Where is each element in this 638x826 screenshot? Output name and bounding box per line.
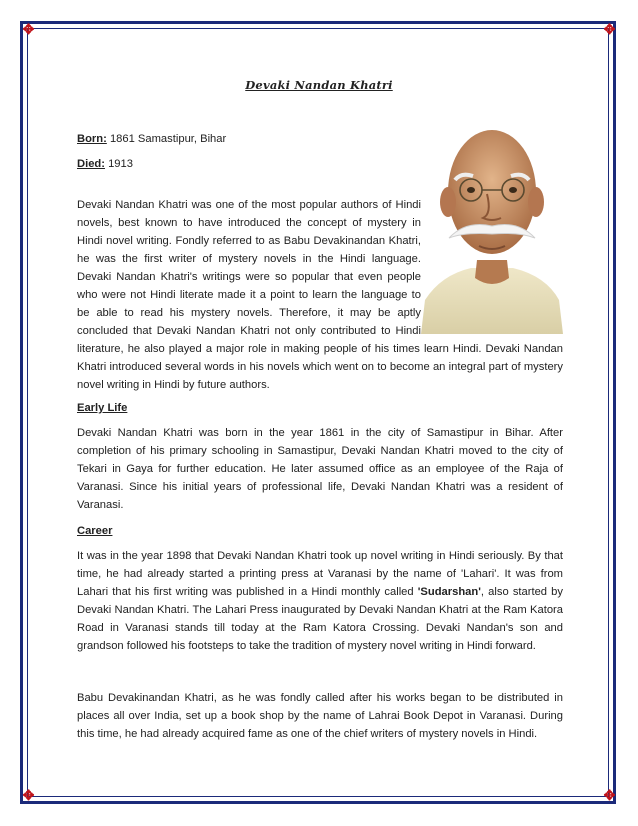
died-line [77, 155, 563, 173]
born-value: 1861 Samastipur, Bihar [109, 133, 227, 145]
died-value: 1913 [108, 158, 133, 170]
born-line [77, 130, 563, 148]
early-life-heading: Early Life [77, 402, 128, 414]
sudarshan-title: 'Sudarshan' [417, 586, 481, 598]
corner-ornament: ✥ [603, 21, 616, 37]
corner-ornament: ✥ [22, 787, 35, 803]
intro-paragraph [77, 196, 563, 394]
early-life-paragraph: Devaki Nandan Khatri was born in the year 1861 in the city of Samastipur in Bihar. After completion of his primary schooling in Samastipur, Devaki Nandan Khatri moved to the city of Tekari in Gaya for further education. He later assumed office as an employee of the Raja of Varanasi. Since his initial years of professional life, Devaki Nandan Khatri was a resident of Varanasi. [77, 427, 563, 511]
corner-ornament: ✥ [22, 21, 35, 37]
career-paragraph-2: Babu Devakinandan Khatri, as he was fondly called after his works began to be distributed in places all over India, set up a book shop by the name of Lahrai Book Depot in Varanasi. During this time, he had already acquired fame as one of the chief writers of mystery novels in Hindi. [77, 692, 563, 740]
career-heading: Career [77, 525, 113, 537]
career-paragraph-1: It was in the year 1898 that Devaki Nandan Khatri took up novel writing in Hindi seriously. By that time, he had already started a printing press at Varanasi by the name of 'Lahari'. It was from Lahari that his first writing was published in a Hindi monthly called 'Sudarshan', also started by Devaki Nandan Khatri. The Lahari Press inaugurated by Devaki Nandan Khatri at the Ram Katora Road in Varanasi stands till today at the Ram Katora Crossing. Devaki Nandan's son and grandson followed his footsteps to take the tradition of mystery novel writing in Hindi forward. [77, 550, 563, 652]
died-label: Died: [77, 158, 105, 170]
born-label: Born: [77, 133, 107, 145]
page-title: Devaki Nandan Khatri [245, 78, 393, 92]
intro-text: Devaki Nandan Khatri was one of the most popular authors of Hindi novels, best known to have introduced the concept of mystery in Hindi novel writing. Fondly referred to as Babu Devakinandan Khatri, he was the first writer of mystery novels in the Hindi language. Devaki Nandan Khatri's writings were so popular that even people who were not Hindi literate made it a point to learn the language to be able to read his mystery novels. Therefore, it may be aptly concluded that Devaki Nandan Khatri not only contributed to Hindi literature, he also played a major role in making people of his times learn Hindi. Devaki Nandan Khatri introduced several words in his novels which went on to become an integral part of mystery novel writing in Hindi by future authors. [77, 199, 563, 391]
corner-ornament: ✥ [603, 787, 616, 803]
